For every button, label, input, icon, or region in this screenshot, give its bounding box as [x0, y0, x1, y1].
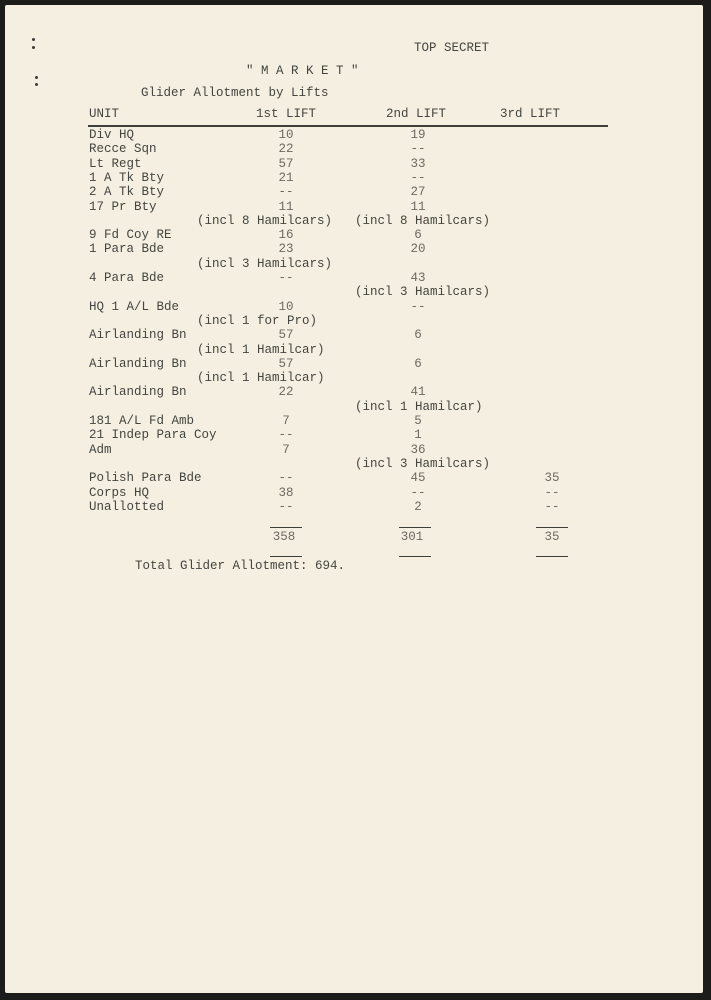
total-lift3: 35 [544, 530, 560, 544]
lift1-value: 57 [278, 156, 294, 171]
lift1-note: (incl 1 for Pro) [197, 313, 318, 328]
lift2-value: 6 [414, 356, 422, 371]
lift2-value: -- [410, 142, 426, 157]
lift3-value: 35 [544, 471, 560, 486]
header-rule [88, 125, 608, 127]
unit-name: 1 Para Bde [89, 242, 165, 257]
lift2-value: 36 [410, 442, 426, 457]
lift2-value: -- [410, 170, 426, 185]
total-underline-lift1 [270, 556, 302, 557]
grand-total: Total Glider Allotment: 694. [135, 559, 346, 573]
lift1-value: 22 [278, 385, 294, 400]
unit-name: 21 Indep Para Coy [89, 428, 217, 443]
unit-name: Airlanding Bn [89, 356, 187, 371]
lift2-note: (incl 3 Hamilcars) [355, 456, 491, 471]
punch-hole-mark [32, 46, 35, 49]
lift2-note: (incl 3 Hamilcars) [355, 285, 491, 300]
unit-name: Polish Para Bde [89, 471, 202, 486]
lift2-value: 11 [410, 199, 426, 214]
lift1-value: 57 [278, 328, 294, 343]
lift1-note: (incl 3 Hamilcars) [197, 256, 333, 271]
unit-name: Airlanding Bn [89, 385, 187, 400]
punch-hole-mark [32, 38, 35, 41]
lift2-note: (incl 1 Hamilcar) [355, 399, 483, 414]
lift1-value: 22 [278, 142, 294, 157]
lift2-value: 33 [410, 156, 426, 171]
lift2-value: 19 [410, 128, 426, 142]
unit-name: Airlanding Bn [89, 328, 187, 343]
unit-name: Adm [89, 442, 112, 457]
header-lift3: 3rd LIFT [499, 107, 561, 121]
lift2-note: (incl 8 Hamilcars) [355, 213, 491, 228]
lift1-value: 10 [278, 128, 294, 142]
unit-name: 181 A/L Fd Amb [89, 414, 195, 428]
lift2-value: 43 [410, 271, 426, 285]
header-lift1: 1st LIFT [255, 107, 317, 121]
unit-name: Corps HQ [89, 485, 150, 500]
total-rule-lift3 [536, 527, 568, 528]
lift1-note: (incl 1 Hamilcar) [197, 342, 325, 357]
lift2-value: 27 [410, 185, 426, 200]
classification-label: TOP SECRET [414, 41, 490, 55]
unit-name: 1 A Tk Bty [89, 170, 165, 185]
total-underline-lift2 [399, 556, 431, 557]
lift1-note: (incl 1 Hamilcar) [197, 371, 325, 386]
lift1-value: 21 [278, 170, 294, 185]
total-rule-lift2 [399, 527, 431, 528]
total-rule-lift1 [270, 527, 302, 528]
lift2-value: 45 [410, 471, 426, 486]
total-underline-lift3 [536, 556, 568, 557]
lift1-value: 11 [278, 199, 294, 214]
lift3-value: -- [544, 499, 560, 514]
total-lift2: 301 [400, 530, 424, 544]
lift2-value: 41 [410, 385, 426, 400]
document-title: " M A R K E T " [246, 64, 359, 78]
header-lift2: 2nd LIFT [385, 107, 447, 121]
lift2-value: 6 [414, 228, 422, 243]
unit-name: 4 Para Bde [89, 271, 165, 285]
unit-name: 2 A Tk Bty [89, 185, 165, 200]
lift2-value: 1 [414, 428, 422, 443]
unit-name: 9 Fd Coy RE [89, 228, 172, 243]
unit-name: 17 Pr Bty [89, 199, 157, 214]
lift1-value: 16 [278, 228, 294, 243]
punch-hole-mark [35, 76, 38, 79]
lift2-value: 6 [414, 328, 422, 343]
unit-name: Unallotted [89, 499, 165, 514]
lift1-value: 57 [278, 356, 294, 371]
lift1-value: -- [278, 271, 294, 285]
lift2-value: 2 [414, 499, 422, 514]
lift1-value: -- [278, 185, 294, 200]
lift2-value: 5 [414, 414, 422, 428]
unit-name: Lt Regt [89, 156, 142, 171]
unit-name: Div HQ [89, 128, 135, 142]
lift1-value: -- [278, 499, 294, 514]
total-lift1: 358 [272, 530, 296, 544]
lift2-value: -- [410, 299, 426, 314]
punch-hole-mark [35, 83, 38, 86]
lift1-value: -- [278, 428, 294, 443]
lift1-value: 7 [282, 414, 290, 428]
lift1-value: -- [278, 471, 294, 486]
document-subtitle: Glider Allotment by Lifts [141, 86, 329, 100]
unit-name: Recce Sqn [89, 142, 157, 157]
lift1-value: 10 [278, 299, 294, 314]
lift1-note: (incl 8 Hamilcars) [197, 213, 333, 228]
lift1-value: 7 [282, 442, 290, 457]
header-unit: UNIT [89, 107, 120, 121]
lift1-value: 23 [278, 242, 294, 257]
lift1-value: 38 [278, 485, 294, 500]
lift2-value: 20 [410, 242, 426, 257]
lift2-value: -- [410, 485, 426, 500]
unit-name: HQ 1 A/L Bde [89, 299, 180, 314]
lift3-value: -- [544, 485, 560, 500]
